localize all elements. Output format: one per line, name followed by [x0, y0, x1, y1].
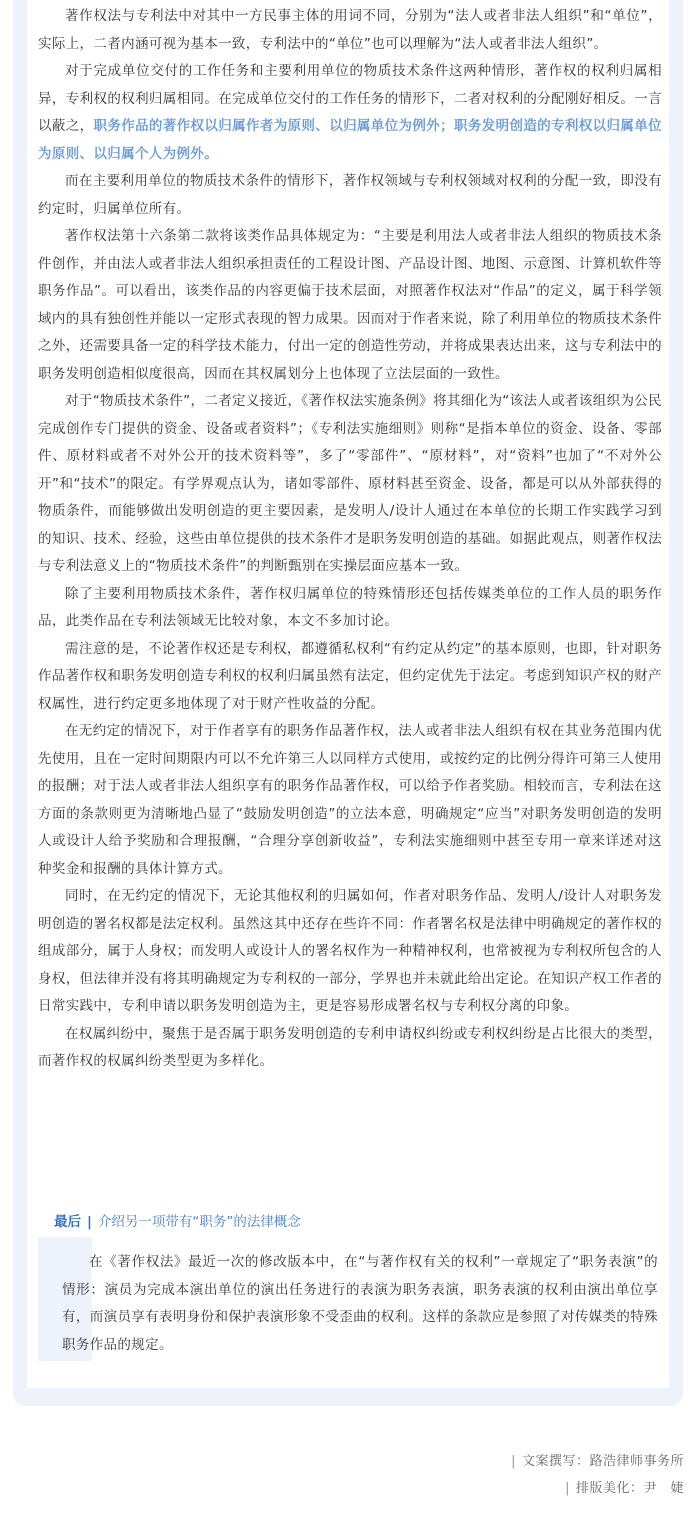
paragraph: 在无约定的情况下，对于作者享有的职务作品著作权，法人或者非法人组织有权在其业务范围内优先使用，且在一定时间期限内可以不允许第三人以同样方式使用，或按约定的比例分得许可第三人使用的报酬；对于法人或者非法人组织享有的职务作品著作权，可以给予作者奖励。相较而言，专利法在这方面的条款则更为清晰地凸显了“鼓励发明创造”的立法本意，明确规定“应当”对职务发明创造的发明人或设计人给予奖励和合理报酬，“合理分享创新收益”，专利法实施细则中甚至专用一章来详述对这种奖金和报酬的具体计算方式。 [38, 723, 662, 877]
paragraph: 在《著作权法》最近一次的修改版本中，在“与著作权有关的权利”一章规定了“职务表演”的情形：演员为完成本演出单位的演出任务进行的表演为职务表演，职务表演的权利由演出单位享有，而演员享有表明身份和保护表演形象不受歪曲的权利。这样的条款应是参照了对传媒类的特殊职务作品的规定。 [62, 1254, 658, 1353]
final-keyword: 最后 [54, 1214, 81, 1230]
article-body [38, 3, 662, 1076]
paragraph: 同时，在无约定的情况下，无论其他权利的归属如何，作者对职务作品、发明人/设计人对职务发明创造的署名权都是法定权利。虽然这其中还存在些许不同：作者署名权是法律中明确规定的著作权的组成部分，属于人身权；而发明人或设计人的署名权作为一种精神权利，也常被视为专利权所包含的人身权，但法律并没有将其明确规定为专利权的一部分，学界也并未就此给出定论。在知识产权工作者的日常实践中，专利申请以职务发明创造为主，更是容易形成署名权与专利权分离的印象。 [38, 888, 662, 1014]
paragraph: 对于完成单位交付的工作任务和主要利用单位的物质技术条件这两种情形，著作权的权利归属相异，专利权的权利归属相同。在完成单位交付的工作任务的情形下，二者对权利的分配刚好相反。一言以蔽之，职务作品的著作权以归属作者为原则、以归属单位为例外；职务发明创造的专利权以归属单位为原则、以归属个人为例外。 [38, 63, 662, 162]
credit-writer: | 文案撰写：路浩律师事务所 [511, 1454, 684, 1469]
final-subtitle: 介绍另一项带有“职务”的法律概念 [97, 1214, 301, 1230]
final-section-heading [54, 1210, 301, 1234]
credit-layout: | 排版美化：尹 婕 [565, 1481, 684, 1496]
credit-separator: | [565, 1481, 570, 1496]
paragraph: 除了主要利用物质技术条件，著作权归属单位的特殊情形还包括传媒类单位的工作人员的职务作品，此类作品在专利法领域无比较对象，本文不多加讨论。 [38, 585, 662, 629]
paragraph: 需注意的是，不论著作权还是专利权，都遵循私权利“有约定从约定”的基本原则，也即，针对职务作品著作权和职务发明创造专利权的权利归属虽然有法定，但约定优先于法定。考虑到知识产权的财产权属性，进行约定更多地体现了对于财产性收益的分配。 [38, 640, 662, 712]
heading-separator: | [87, 1214, 92, 1230]
paragraph: 对于“物质技术条件”，二者定义接近，《著作权法实施条例》将其细化为“该法人或者该组织为公民完成创作专门提供的资金、设备或者资料”；《专利法实施细则》则称“是指本单位的资金、设备、零部件、原材料或者不对外公开的技术资料等”，多了“零部件”、“原材料”，对“资料”也加了“不对外公开”和“技术”的限定。有学界观点认为，诸如零部件、原材料甚至资金、设备，都是可以从外部获得的物质条件，而能够做出发明创造的更主要因素，是发明人/设计人通过在本单位的长期工作实践学习到的知识、技术、经验，这些由单位提供的技术条件才是职务发明创造的基础。如据此观点，则著作权法与专利法意义上的“物质技术条件”的判断甄别在实操层面应基本一致。 [38, 393, 662, 574]
credit-separator: | [511, 1454, 516, 1469]
paragraph: 在权属纠纷中，聚焦于是否属于职务发明创造的专利申请权纠纷或专利权纠纷是占比很大的类型，而著作权的权属纠纷类型更为多样化。 [38, 1025, 662, 1069]
paragraph: 著作权法与专利法中对其中一方民事主体的用词不同，分别为“法人或者非法人组织”和“单位”，实际上，二者内涵可视为基本一致，专利法中的“单位”也可以理解为“法人或者非法人组织”。 [38, 8, 662, 52]
paragraph: 而在主要利用单位的物质技术条件的情形下，著作权领域与专利权领域对权利的分配一致，即没有约定时，归属单位所有。 [38, 173, 662, 217]
highlight-text: 职务作品的著作权以归属作者为原则、以归属单位为例外；职务发明创造的专利权以归属单位为原则、以归属个人为例外。 [38, 118, 662, 162]
paragraph: 著作权法第十六条第二款将该类作品具体规定为：“主要是利用法人或者非法人组织的物质技术条件创作，并由法人或者非法人组织承担责任的工程设计图、产品设计图、地图、示意图、计算机软件等职务作品”。可以看出，该类作品的内容更偏于技术层面，对照著作权法对“作品”的定义，属于科学领域内的具有独创性并能以一定形式表现的智力成果。因而对于作者来说，除了利用单位的物质技术条件之外，还需要具备一定的科学技术能力，付出一定的创造性劳动，并将成果表达出来，这与专利法中的职务发明创造相似度很高，因而在其权属划分上也体现了立法层面的一致性。 [38, 228, 662, 382]
final-section-body [62, 1249, 658, 1359]
